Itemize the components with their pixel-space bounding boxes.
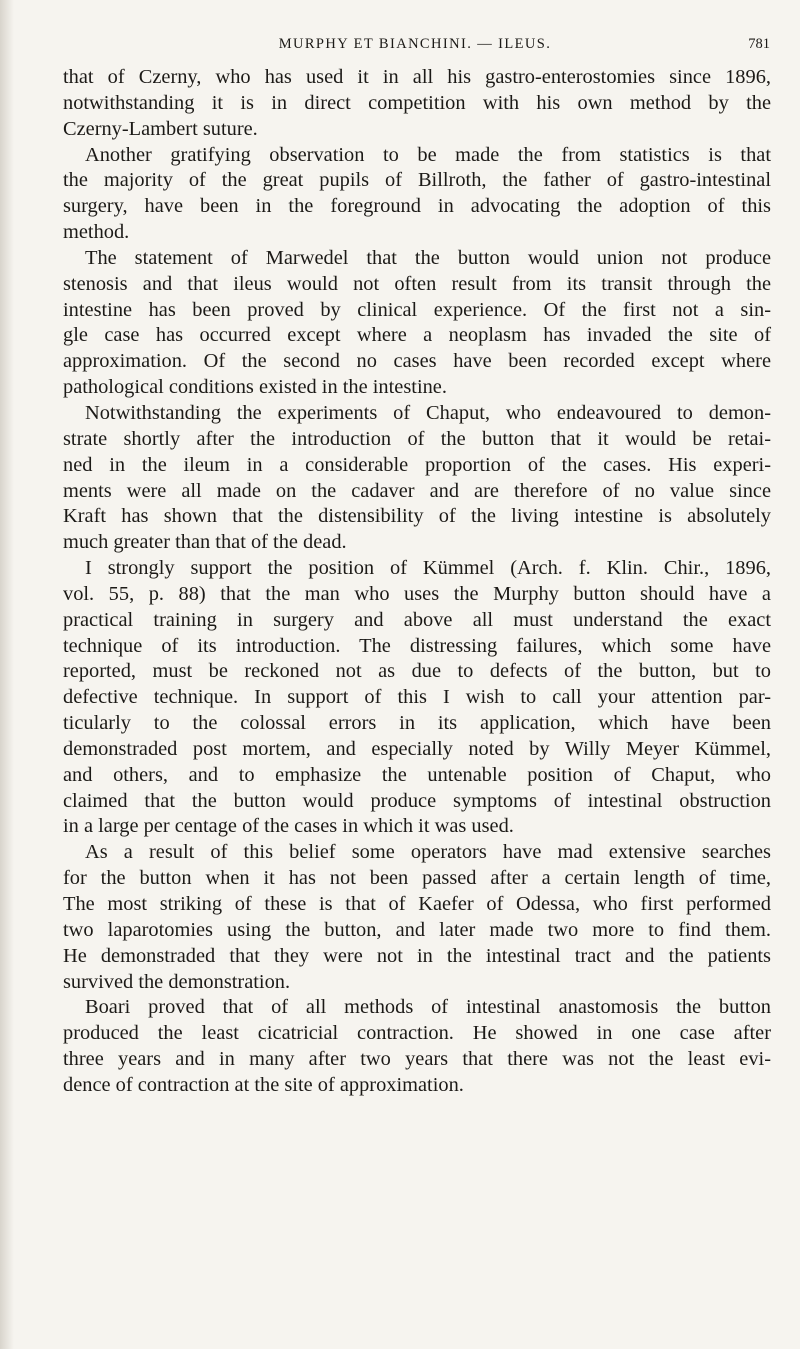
text-line: As a result of this belief some operators have mad extensive searches — [85, 841, 771, 864]
text-line: stenosis and that ileus would not often result from its transit through the — [63, 272, 771, 295]
text-line: vol. 55, p. 88) that the man who uses the Murphy button should have a — [63, 582, 771, 605]
text-line: survived the demonstration. — [63, 970, 291, 993]
text-line: Another gratifying observation to be made the from statistics is that — [85, 143, 771, 166]
text-line: produced the least cicatricial contraction. He showed in one case after — [63, 1022, 771, 1045]
text-line: dence of contraction at the site of approximation. — [63, 1073, 464, 1096]
paragraph — [63, 401, 771, 556]
text-line: The statement of Marwedel that the button would union not produce — [85, 246, 771, 269]
text-line: method. — [63, 221, 130, 244]
text-line: defective technique. In support of this I wish to call your attention par- — [63, 686, 771, 709]
text-line: reported, must be reckoned not as due to defects of the button, but to — [63, 660, 771, 683]
text-line: much greater than that of the dead. — [63, 531, 347, 554]
text-line: intestine has been proved by clinical experience. Of the first not a sin- — [63, 298, 771, 321]
paragraph — [63, 995, 771, 1098]
text-line: Boari proved that of all methods of intestinal anastomosis the button — [85, 996, 771, 1019]
text-line: The most striking of these is that of Kaefer of Odessa, who first performed — [63, 893, 771, 915]
text-line: for the button when it has not been passed after a certain length of time, — [63, 867, 771, 890]
text-line: ments were all made on the cadaver and are therefore of no value since — [63, 479, 771, 502]
text-line: practical training in surgery and above all must understand the exact — [63, 608, 771, 631]
text-line: claimed that the button would produce symptoms of intestinal obstruction — [63, 789, 771, 812]
text-line: pathological conditions existed in the intestine. — [63, 376, 447, 399]
text-line: three years and in many after two years that there was not the least evi- — [63, 1048, 771, 1071]
text-line: approximation. Of the second no cases have been recorded except where — [63, 350, 771, 373]
text-line: gle case has occurred except where a neoplasm has invaded the site of — [63, 324, 771, 347]
body-text — [63, 65, 771, 1099]
text-line: and others, and to emphasize the untenable position of Chaput, who — [63, 763, 771, 786]
page-header — [60, 34, 770, 58]
text-line: strate shortly after the introduction of the button that it would be retai- — [63, 427, 771, 450]
page-number: 781 — [748, 36, 770, 52]
text-line: that of Czerny, who has used it in all his gastro-enterostomies since 1896, — [63, 66, 771, 88]
text-line: I strongly support the position of Kümmel (Arch. f. Klin. Chir., 1896, — [85, 557, 771, 580]
text-line: Kraft has shown that the distensibility of the living intestine is absolutely — [63, 505, 771, 528]
text-line: surgery, have been in the foreground in advocating the adoption of this — [63, 195, 771, 218]
text-line: demonstraded post mortem, and especially noted by Willy Meyer Kümmel, — [63, 737, 771, 760]
running-head: MURPHY ET BIANCHINI. — ILEUS. — [278, 36, 552, 52]
text-line: Notwithstanding the experiments of Chaput, who endeavoured to demon- — [85, 401, 771, 424]
text-line: the majority of the great pupils of Billroth, the father of gastro-intestinal — [63, 169, 771, 192]
paragraph — [63, 143, 771, 246]
paragraph — [63, 840, 771, 995]
text-line: Czerny-Lambert suture. — [63, 117, 258, 140]
text-line: ticularly to the colossal errors in its application, which have been — [63, 712, 771, 735]
page-edge-shadow — [0, 0, 14, 1349]
paragraph — [63, 556, 771, 840]
text-line: in a large per centage of the cases in which it was used. — [63, 815, 514, 838]
text-line: two laparotomies using the button, and later made two more to find them. — [63, 918, 771, 941]
text-line: He demonstraded that they were not in the intestinal tract and the patients — [63, 944, 771, 967]
text-line: ned in the ileum in a considerable proportion of the cases. His experi- — [63, 453, 771, 476]
paragraph — [63, 246, 771, 401]
text-line: notwithstanding it is in direct competition with his own method by the — [63, 91, 771, 114]
text-line: technique of its introduction. The distressing failures, which some have — [63, 634, 771, 657]
paragraph — [63, 65, 771, 143]
